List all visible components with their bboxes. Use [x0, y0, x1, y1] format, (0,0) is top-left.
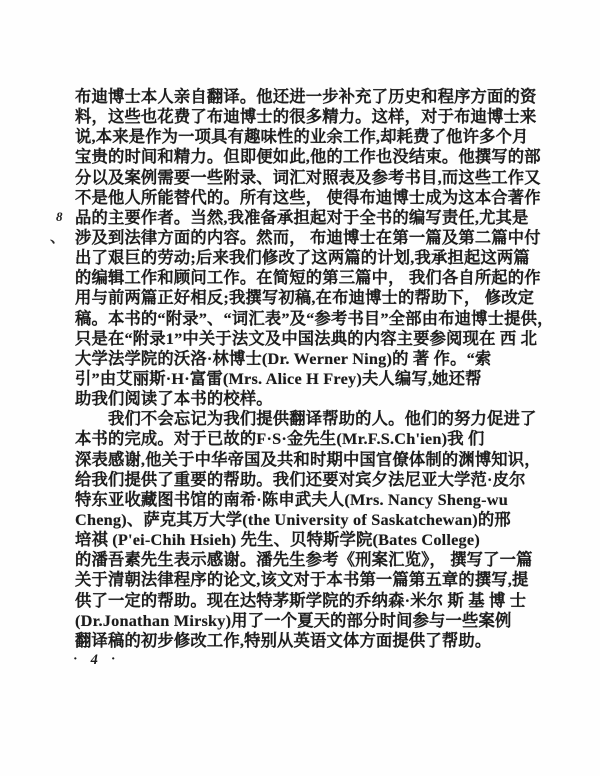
- text-line-17: 我们不会忘记为我们提供翻译帮助的人。他们的努力促进了: [75, 409, 537, 429]
- footer-dot-right: ·: [110, 652, 116, 667]
- text-line-11: 用与前两篇正好相反;我撰写初稿,在布迪博士的帮助下， 修改定: [75, 288, 535, 308]
- text-line-6: 不是他人所能替代的。所有这些， 使得布迪博士成为这本合著作: [75, 187, 541, 207]
- text-line-8: 涉及到法律方面的内容。然而， 布迪博士在第一篇及第二篇中付: [75, 227, 541, 247]
- text-line-20: 给我们提供了重要的帮助。我们还要对宾夕法尼亚大学范·皮尔: [75, 469, 526, 489]
- text-line-25: 关于清朝法律程序的论文,该文对于本书第一篇第五章的撰写,提: [75, 570, 529, 590]
- text-line-5: 分以及案例需要一些附录、词汇对照表及参考书目,而这些工作又: [75, 167, 541, 187]
- text-line-10: 的编辑工作和顾问工作。在简短的第三篇中， 我们各自所起的作: [75, 268, 541, 288]
- text-line-28: 翻译稿的初步修改工作,特别从英语文体方面提供了帮助。: [75, 630, 492, 650]
- text-line-16: 助我们阅读了本书的校样。: [75, 389, 273, 409]
- text-line-15: 引”由艾丽斯·H·富雷(Mrs. Alice H Frey)夫人编写,她还帮: [75, 368, 482, 388]
- page-footer: [73, 653, 116, 667]
- text-line-22: Cheng)、萨克其万大学(the University of Saskatchewan)的邢: [75, 509, 511, 529]
- text-line-12: 稿。本书的“附录”、“词汇表”及“参考书目”全部由布迪博士提供，: [75, 308, 554, 328]
- text-line-21: 特东亚收藏图书馆的南希·陈申武夫人(Mrs. Nancy Sheng-wu: [75, 489, 508, 509]
- text-line-14: 大学法学院的沃洛·林博士(Dr. Werner Ning)的 著 作。“索: [75, 348, 492, 368]
- text-line-24: 的潘吾素先生表示感谢。潘先生参考《刑案汇览》， 撰写了一篇: [75, 550, 533, 570]
- text-line-3: 说,本来是作为一项具有趣味性的业余工作,却耗费了他许多个月: [75, 127, 529, 147]
- text-line-4: 宝贵的时间和精力。但即便如此,他的工作也没结束。他撰写的部: [75, 147, 541, 167]
- text-line-26: 供了一定的帮助。现在达特茅斯学院的乔纳森·米尔 斯 基 博 士: [75, 590, 527, 610]
- page-number: 4: [90, 652, 98, 668]
- text-line-18: 本书的完成。对于已故的F·S·金先生(Mr.F.S.Ch'ien)我 们: [75, 429, 485, 449]
- text-line-13: 只是在“附录1”中关于法文及中国法典的内容主要参阅现在 西 北: [75, 328, 538, 348]
- body-text-block: [75, 87, 554, 651]
- text-line-1: 布迪博士本人亲自翻译。他还进一步补充了历史和程序方面的资: [75, 87, 537, 106]
- text-line-27: (Dr.Jonathan Mirsky)用了一个夏天的部分时间参与一些案例: [75, 610, 512, 630]
- text-line-9: 出了艰巨的劳动;后来我们修改了这两篇的计划,我承担起这两篇: [75, 248, 530, 268]
- footer-dot-left: ·: [73, 652, 78, 667]
- text-line-2: 料，这些也花费了布迪博士的很多精力。这样，对于布迪博士来: [75, 107, 537, 127]
- margin-section-number: 8: [56, 209, 63, 224]
- margin-tick-mark: 、: [50, 230, 66, 246]
- text-line-7: 品的主要作者。当然,我准备承担起对于全书的编写责任,尤其是: [75, 207, 529, 227]
- text-line-23: 培祺 (P'ei-Chih Hsieh) 先生、贝特斯学院(Bates College): [75, 530, 480, 550]
- text-line-19: 深表感谢,他关于中华帝国及共和时期中国官僚体制的渊博知识，: [75, 449, 541, 469]
